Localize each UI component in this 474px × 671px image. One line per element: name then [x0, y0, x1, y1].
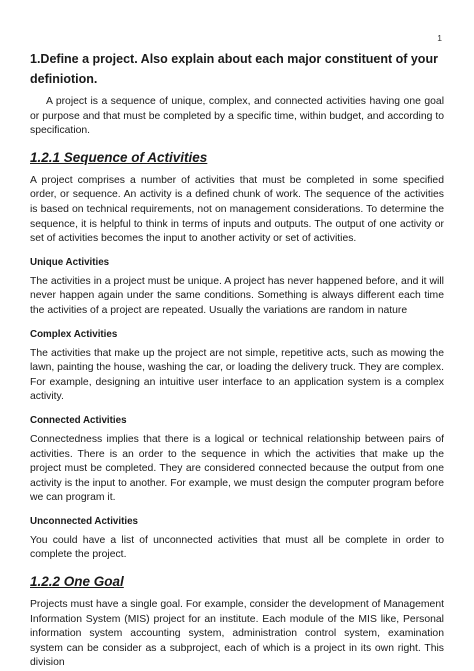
connected-paragraph: Connectedness implies that there is a logical or technical relationship between pairs of activities. There is an order to the sequence in which the activities that make up the project must be completed. They are considered connected because the output from one activity is the input to another. For example, we must design the computer program before we can program it. — [30, 433, 444, 504]
page-content — [30, 49, 444, 671]
subheading-connected-activities: Connected Activities — [30, 414, 127, 426]
intro-paragraph: A project is a sequence of unique, complex, and connected activities having one goal or purpose and that must be completed by a specific time, within budget, and according to specification. — [30, 96, 444, 137]
page-number: 1 — [437, 33, 442, 43]
unique-paragraph: The activities in a project must be unique. A project has never happened before, and it will never happen again under the same conditions. Something is always different each time the activities of a project are repeated. Usually the variations are random in nature — [30, 275, 444, 316]
complex-paragraph: The activities that make up the project are not simple, repetitive acts, such as mowing the lawn, painting the house, washing the car, or loading the delivery truck. They are complex. For example, designing an intuitive user interface to an application system is a complex activity. — [30, 347, 444, 403]
question-heading: 1.Define a project. Also explain about each major constituent of your definiotion. — [30, 52, 438, 86]
section-heading-sequence: 1.2.1 Sequence of Activities — [30, 149, 208, 165]
goal-paragraph: Projects must have a single goal. For example, consider the development of Management Information System (MIS) project for an institute. Each module of the MIS like, Personal information system accounting system, administration control system, examination system can be consider as a subproject, each of which is a project in its own right. This division — [30, 599, 444, 669]
unconnected-paragraph: You could have a list of unconnected activities that must all be complete in order to complete the project. — [30, 534, 444, 561]
sequence-paragraph: A project comprises a number of activities that must be completed in some specified order, or sequence. An activity is a defined chunk of work. The sequence of the activities is based on technical requirements, not on management considerations. To determine the sequence, it is helpful to think in terms of inputs and outputs. The output of one activity or set of activities becomes the input to another activity or set of activities. — [30, 174, 444, 245]
section-heading-one-goal: 1.2.2 One Goal — [30, 574, 124, 590]
subheading-complex-activities: Complex Activities — [30, 328, 118, 340]
subheading-unconnected-activities: Unconnected Activities — [30, 515, 138, 527]
subheading-unique-activities: Unique Activities — [30, 256, 110, 268]
